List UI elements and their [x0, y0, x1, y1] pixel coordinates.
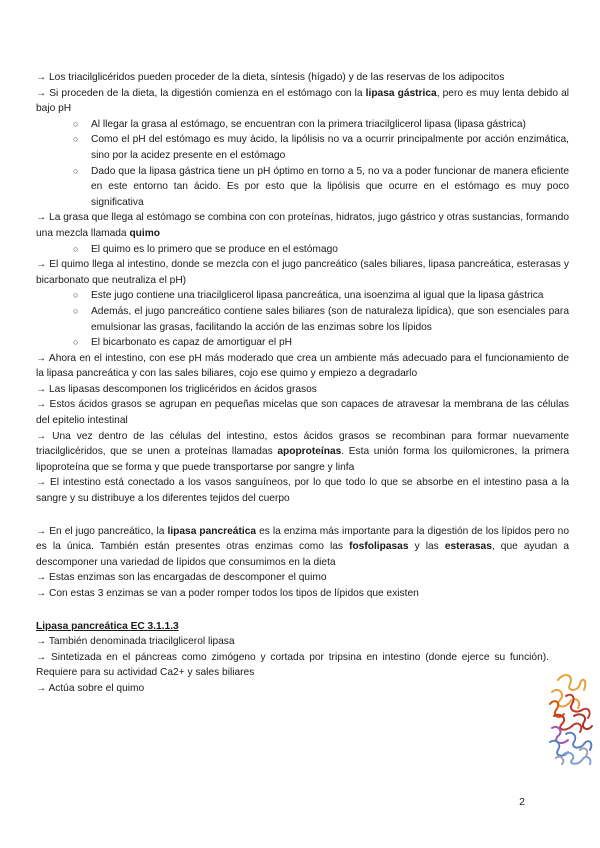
bullet-quimo: ○ El quimo es lo primero que se produce en el estómago	[73, 242, 569, 258]
bullet-pancreatic-2: ○ Además, el jugo pancreático contiene sales biliares (son de naturaleza lipídica), que son esenciales para emulsionar las grasas, facilitando la acción de las enzimas sobre los lípidos	[73, 304, 569, 335]
para-blood: → El intestino está conectado a los vasos sanguíneos, por lo que todo lo que se absorbe en el intestino pasa a la sangre y su distribuye a los diferentes tejidos del cuerpo	[36, 477, 569, 505]
bullet-pancreatic-1: ○ Este jugo contiene una triacilglicerol lipasa pancreática, una isoenzima al igual que la lipasa gástrica	[73, 288, 569, 304]
para-enzymes-role: → Estas enzimas son las encargadas de descomponer el quimo	[36, 572, 327, 584]
bullet-stomach-1: ○ Al llegar la grasa al estómago, se encuentran con la primera triacilglicerol lipasa (lipasa gástrica)	[73, 117, 569, 133]
bullet-pancreatic-3: ○ El bicarbonato es capaz de amortiguar el pH	[73, 335, 569, 351]
protein-structure-icon	[544, 670, 596, 768]
page-content	[36, 70, 569, 697]
para-micelles: → Estos ácidos grasos se agrupan en pequeñas micelas que son capaces de atravesar la membrana de las células del epitelio intestinal	[36, 399, 569, 427]
para-alias: → También denominada triacilglicerol lipasa	[36, 636, 235, 648]
para-diet: → Si proceden de la dieta, la digestión comienza en el estómago con la lipasa gástrica, pero es muy lenta debido al bajo pH	[36, 87, 570, 115]
para-quimo: → La grasa que llega al estómago se combina con con proteínas, hidratos, jugo gástrico y otras sustancias, formando una mezcla llamada quimo	[36, 212, 569, 239]
para-intestine: → El quimo llega al intestino, donde se mezcla con el jugo pancreático (sales biliares, lipasa pancreática, esterasas y bicarbonato que neutraliza el pH)	[36, 259, 569, 286]
bullet-stomach-3: ○ Dado que la lipasa gástrica tiene un pH óptimo en torno a 5, no va a poder funcionar de manera eficiente en este entorno tan ácido. Es por esto que la lipólisis que ocurre en el estómago es muy poco significativa	[73, 164, 569, 211]
para-enzymes: → En el jugo pancreático, la lipasa pancreática es la enzima más importante para la digestión de los lípidos pero no es la única. También están presentes otras enzimas como las fosfolipasas y las esterasas, que ayudan a descomponer una variedad de lípidos que consumimos en la dieta	[36, 525, 570, 568]
para-degrade: → Ahora en el intestino, con ese pH más moderado que crea un ambiente más adecuado para el funcionamiento de la lipasa pancreática y con las sales biliares, cojo ese quimo y empiezo a degradarlo	[36, 352, 569, 380]
para-three-enzymes: → Con estas 3 enzimas se van a poder romper todos los tipos de lípidos que existen	[36, 588, 419, 599]
para-synthesis: → Sintetizada en el páncreas como zimógeno y cortada por tripsina en intestino (donde ejerce su función). Requiere para su actividad Ca2+ y sales biliares	[36, 651, 549, 679]
para-lipases: → Las lipasas descomponen los triglicéridos en ácidos grasos	[36, 383, 317, 395]
bullet-stomach-2: ○ Como el pH del estómago es muy ácido, la lipólisis no va a ocurrir principalmente por acción enzimática, sino por la acidez presente en el estómago	[73, 132, 569, 163]
para-chylomicrons: → Una vez dentro de las células del intestino, estos ácidos grasos se recombinan para formar nuevamente triacilglicéridos, que se unen a proteínas llamadas apoproteínas. Esta unión forma los quilomicrones, la primera lipoproteína que se forma y que puede transportarse por sangre y linfa	[36, 430, 569, 473]
page-number: 2	[519, 796, 525, 808]
para-sources: → Los triacilglicéridos pueden proceder de la dieta, síntesis (hígado) y de las reservas de los adipocitos	[36, 72, 505, 83]
para-acts: → Actúa sobre el quimo	[36, 682, 145, 694]
section-heading: Lipasa pancreática EC 3.1.1.3	[36, 620, 179, 632]
